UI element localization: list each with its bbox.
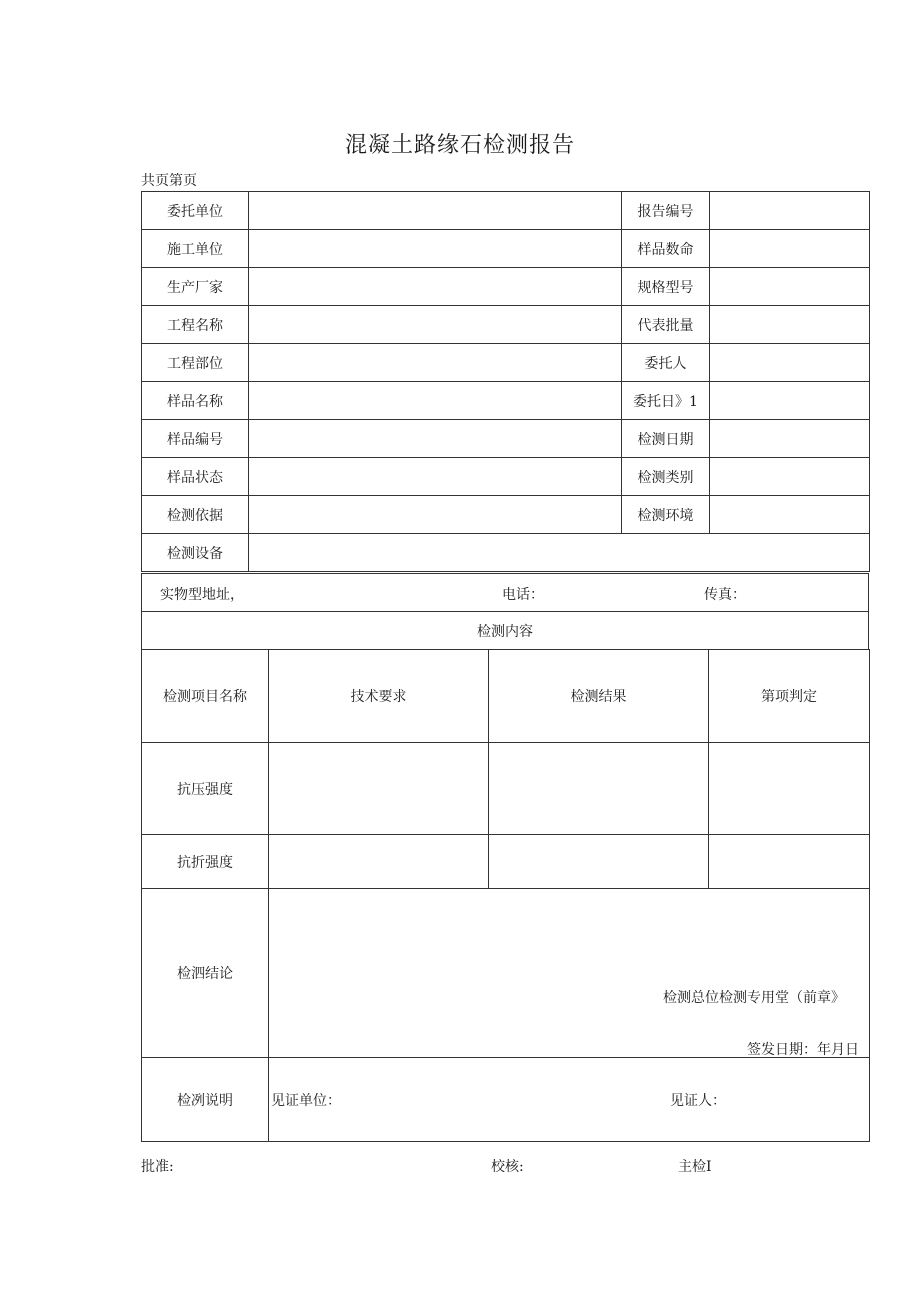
info-value[interactable] (249, 382, 622, 420)
witness-person-label: 见证人： (670, 1093, 726, 1109)
report-title: 混凝土路缘石检测报告 (344, 133, 575, 158)
info-value[interactable] (249, 230, 622, 268)
info-value[interactable] (710, 420, 870, 458)
fax-label: 传真： (704, 587, 746, 603)
header-result: 检测结果 (489, 650, 709, 743)
section-title: 检测内容 (142, 612, 869, 650)
issue-date: 签发日期：年月日 (747, 1042, 859, 1058)
info-value[interactable] (710, 230, 870, 268)
info-label: 委托单位 (142, 192, 249, 230)
info-row (142, 268, 870, 306)
info-value[interactable] (249, 268, 622, 306)
conclusion-label: 检泗结论 (142, 889, 269, 1058)
approve-label: 批准: (141, 1159, 174, 1175)
remarks-label: 检冽说明 (142, 1058, 269, 1142)
info-value[interactable] (710, 344, 870, 382)
conclusion-cell[interactable] (269, 889, 870, 1058)
witness-unit-label: 见证单位： (271, 1093, 341, 1109)
info-row (142, 344, 870, 382)
header-judgement: 第项判定 (709, 650, 870, 743)
info-value[interactable] (710, 496, 870, 534)
stamp-text: 检测总位检测专用堂（前章》 (663, 990, 845, 1006)
info-value[interactable] (249, 344, 622, 382)
info-label: 委托人 (622, 344, 710, 382)
info-label: 样品状态 (142, 458, 249, 496)
info-label: 样品数命 (622, 230, 710, 268)
judgement-cell[interactable] (709, 743, 870, 835)
info-value[interactable] (710, 458, 870, 496)
contact-cell (142, 574, 869, 612)
judgement-cell[interactable] (709, 835, 870, 889)
results-table (141, 649, 870, 1142)
info-label: 工程部位 (142, 344, 249, 382)
conclusion-row (142, 889, 870, 1058)
info-label: 检测依据 (142, 496, 249, 534)
equipment-row (142, 534, 870, 572)
remarks-cell[interactable] (269, 1058, 870, 1142)
header-item: 检测项目名称 (142, 650, 269, 743)
equipment-value[interactable] (249, 534, 870, 572)
info-value[interactable] (710, 306, 870, 344)
info-label: 施工单位 (142, 230, 249, 268)
info-label: 生产厂家 (142, 268, 249, 306)
info-row (142, 192, 870, 230)
header-requirement: 技术要求 (269, 650, 489, 743)
info-row (142, 382, 870, 420)
phone-label: 电话： (502, 587, 544, 603)
review-label: 校核: (491, 1159, 524, 1175)
info-table (141, 191, 870, 572)
info-label: 代表批量 (622, 306, 710, 344)
remarks-row (142, 1058, 870, 1142)
info-label: 检测环境 (622, 496, 710, 534)
info-value[interactable] (249, 496, 622, 534)
inspector-label: 主检I (678, 1159, 712, 1175)
info-row (142, 496, 870, 534)
info-label: 样品编号 (142, 420, 249, 458)
contact-table (141, 573, 869, 650)
info-label: 检测类别 (622, 458, 710, 496)
info-row (142, 420, 870, 458)
table-row (142, 743, 870, 835)
info-row (142, 458, 870, 496)
requirement-cell[interactable] (269, 743, 489, 835)
info-label: 检测日期 (622, 420, 710, 458)
info-value[interactable] (249, 306, 622, 344)
result-cell[interactable] (489, 835, 709, 889)
info-label: 工程名称 (142, 306, 249, 344)
info-value[interactable] (249, 192, 622, 230)
info-label: 规格型号 (622, 268, 710, 306)
equipment-label: 检测设备 (142, 534, 249, 572)
info-label: 报告编号 (622, 192, 710, 230)
info-value[interactable] (710, 382, 870, 420)
result-cell[interactable] (489, 743, 709, 835)
info-label: 样品名称 (142, 382, 249, 420)
info-label: 委托日》1 (622, 382, 710, 420)
info-row (142, 306, 870, 344)
info-value[interactable] (710, 268, 870, 306)
info-value[interactable] (249, 458, 622, 496)
table-row (142, 835, 870, 889)
page-info: 共页第页 (141, 173, 197, 189)
requirement-cell[interactable] (269, 835, 489, 889)
item-name: 抗折强度 (142, 835, 269, 889)
info-value[interactable] (249, 420, 622, 458)
info-value[interactable] (710, 192, 870, 230)
address-label: 实物型地址， (160, 587, 244, 603)
item-name: 抗压强度 (142, 743, 269, 835)
info-row (142, 230, 870, 268)
